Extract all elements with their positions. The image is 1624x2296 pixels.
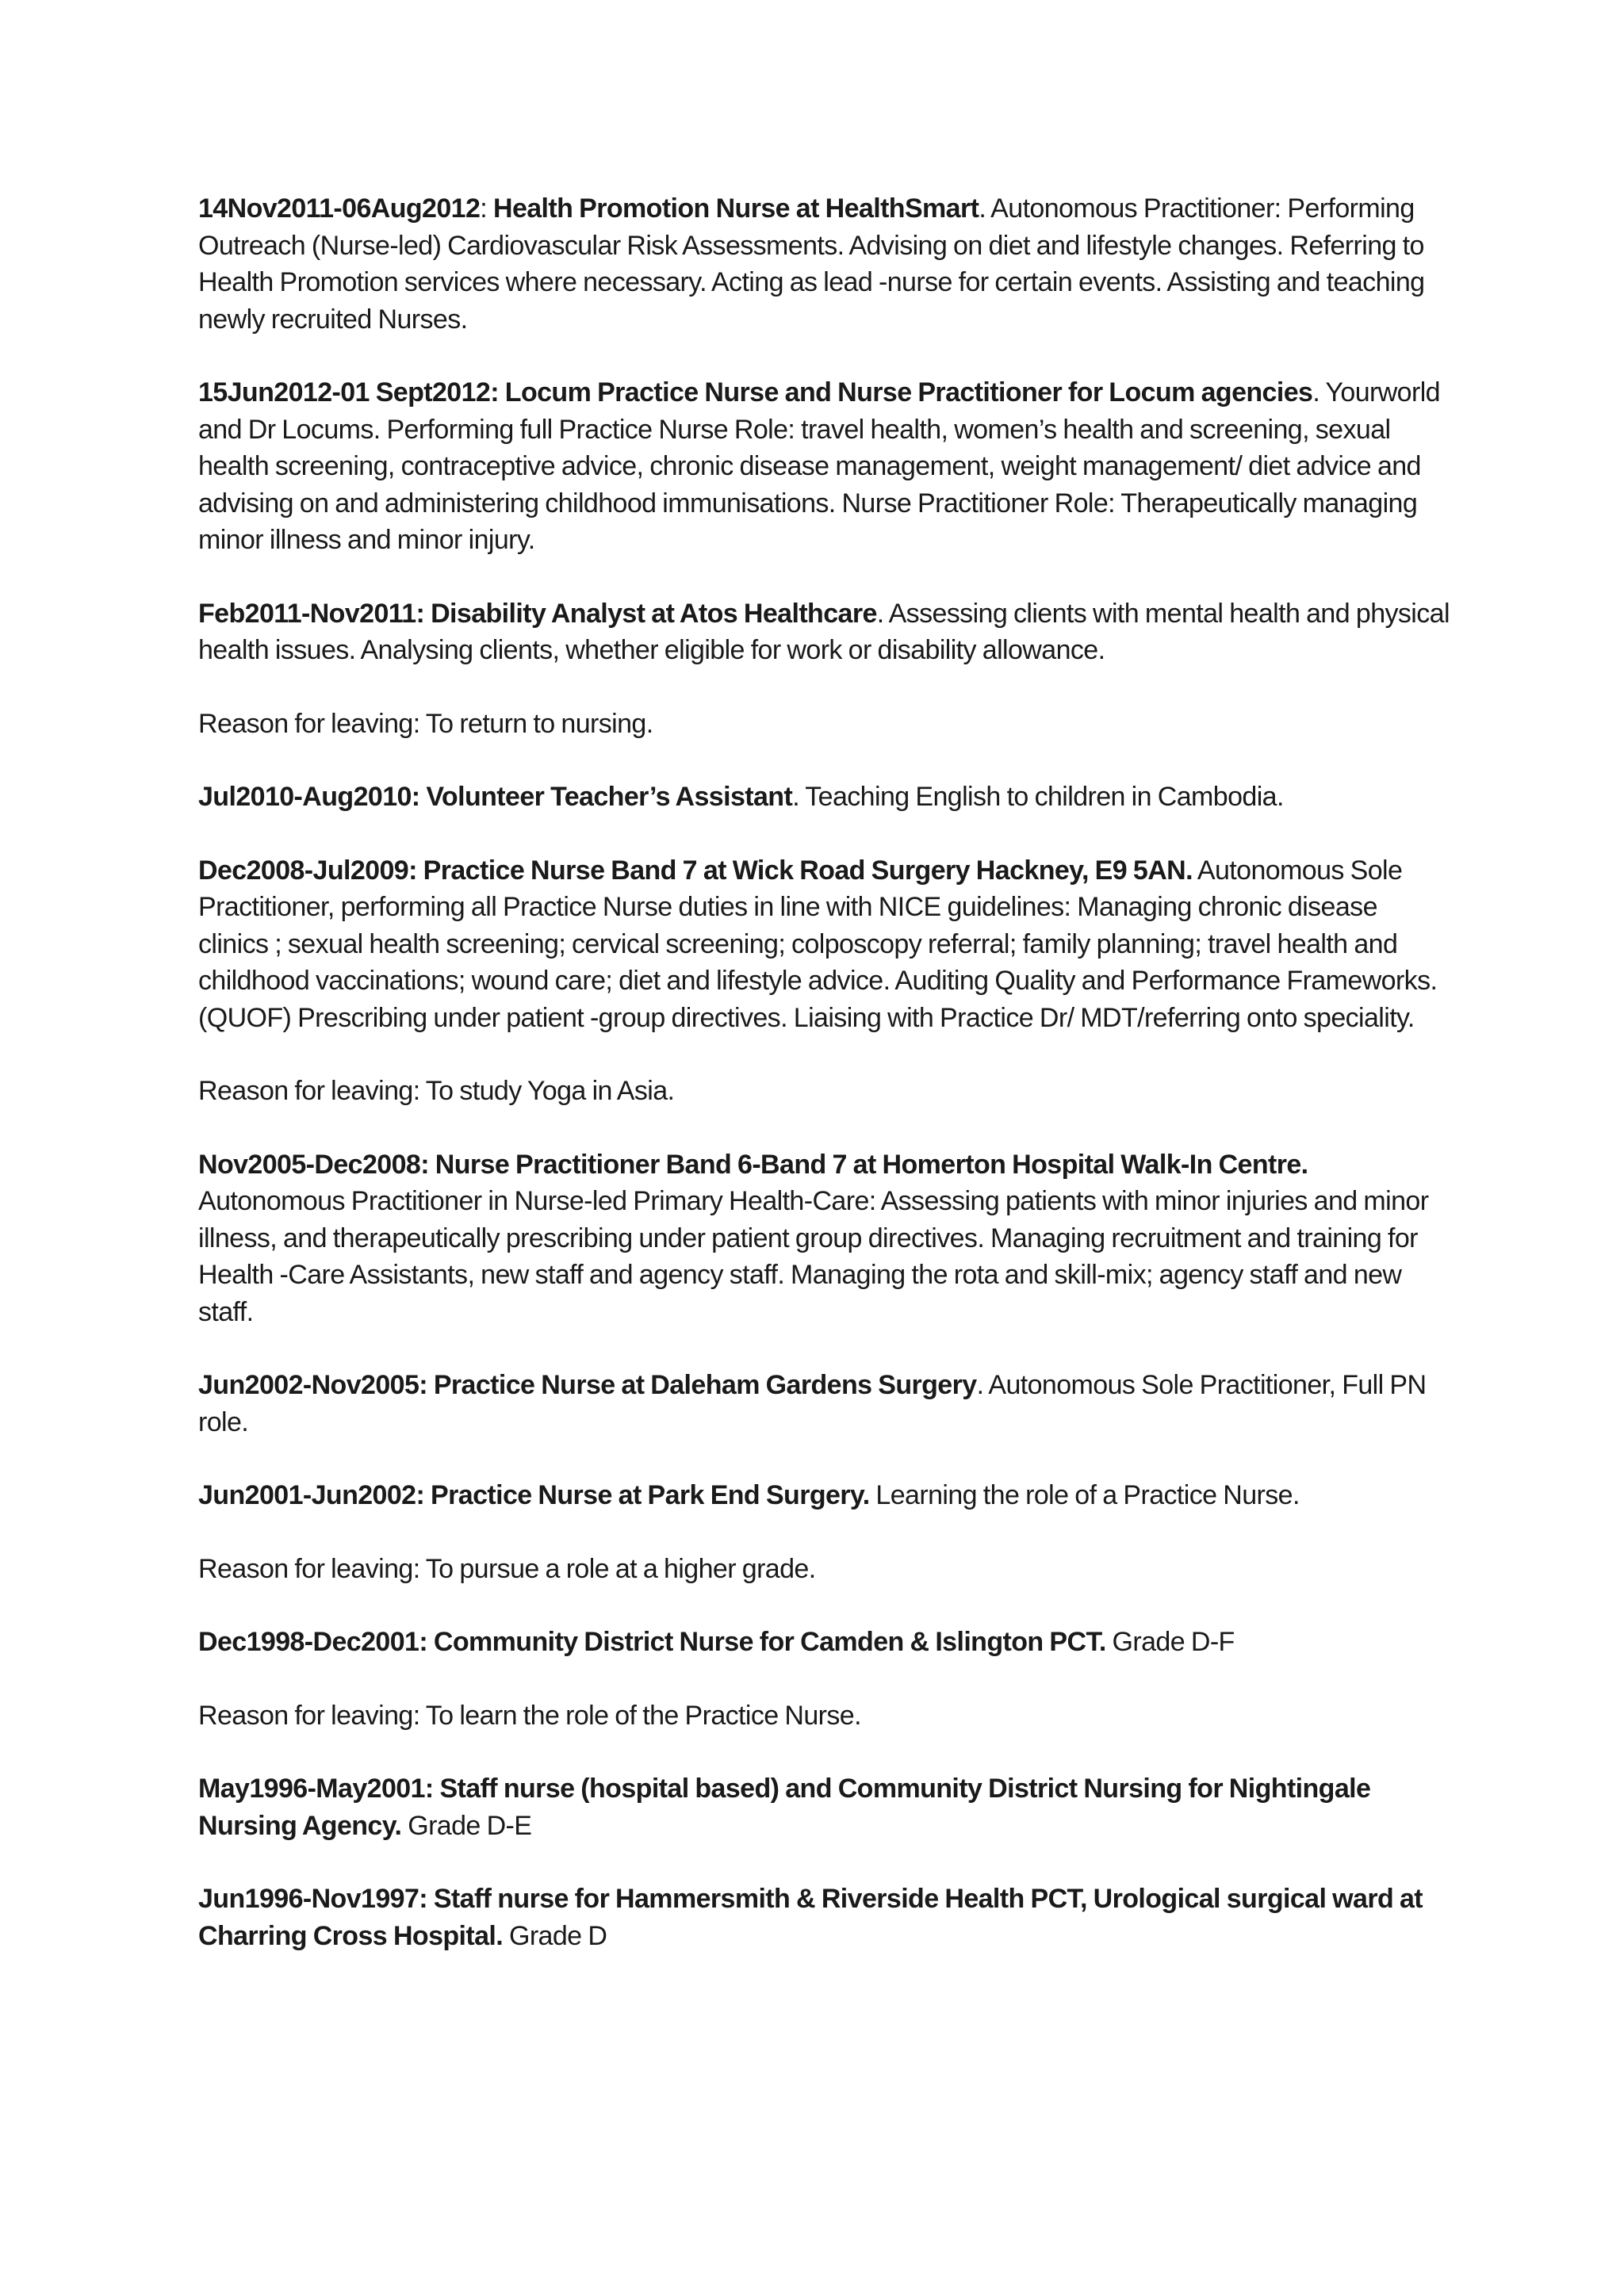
job-description: Autonomous Practitioner in Nurse-led Primary Health-Care: Assessing patients with minor injuries and minor illness, and therapeutically prescribing under patient group directives. Managing recruitment and training for Health -Care Assistants, new staff and agency staff. Managing the rota and skill-mix; agency staff and new staff. xyxy=(198,1186,1429,1327)
cv-employment-history xyxy=(198,190,1451,2252)
job-description: . Teaching English to children in Cambodia. xyxy=(792,782,1284,812)
job-entry xyxy=(198,374,1451,559)
job-entry xyxy=(198,1624,1451,1661)
job-entry xyxy=(198,1146,1451,1331)
job-entry xyxy=(198,190,1451,338)
job-entry xyxy=(198,595,1451,669)
reason-for-leaving: Reason for leaving: To pursue a role at a higher grade. xyxy=(198,1553,816,1584)
job-heading: Jun2001-Jun2002: Practice Nurse at Park End Surgery. xyxy=(198,1480,870,1510)
job-description: . Autonomous Practitioner: Performing Outreach (Nurse-led) Cardiovascular Risk Assessments. Advising on diet and lifestyle changes. Referring to Health Promotion services where necessary. Acting as lead -nurse for certain events. Assisting and teaching newly recruited Nurses. xyxy=(198,193,1425,335)
reason-for-leaving: Reason for leaving: To return to nursing. xyxy=(198,708,653,739)
job-heading: Jul2010-Aug2010: Volunteer Teacher’s Assistant xyxy=(198,782,793,812)
job-heading: May1996-May2001: Staff nurse (hospital based) and Community District Nursing for Nightingale Nursing Agency. xyxy=(198,1774,1371,1841)
job-description: . Autonomous Sole Practitioner, Full PN role. xyxy=(198,1370,1427,1437)
reason-for-leaving: Reason for leaving: To study Yoga in Asia. xyxy=(198,1076,675,1106)
job-title: Health Promotion Nurse at HealthSmart xyxy=(492,193,979,224)
job-description: Grade D xyxy=(503,1920,607,1951)
job-entry xyxy=(198,1477,1451,1514)
job-heading: Jun2002-Nov2005: Practice Nurse at Daleham Gardens Surgery xyxy=(198,1370,977,1400)
job-entry xyxy=(198,1770,1451,1844)
job-heading: Feb2011-Nov2011: Disability Analyst at Atos Healthcare xyxy=(198,598,877,629)
job-entry xyxy=(198,1881,1451,1954)
job-heading: Nov2005-Dec2008: Nurse Practitioner Band 6-Band 7 at Homerton Hospital Walk-In Centre. xyxy=(198,1149,1308,1180)
job-description: Learning the role of a Practice Nurse. xyxy=(869,1480,1300,1510)
job-entry xyxy=(198,779,1451,816)
job-description: Autonomous Sole Practitioner, performing all Practice Nurse duties in line with NICE guidelines: Managing chronic disease clinics ; sexual health screening; cervical screening; colposcopy referral; family planning; travel health and childhood vaccinations; wound care; diet and lifestyle advice. Auditing Quality and Performance Frameworks. (QUOF) Prescribing under patient -group directives. Liaising with Practice Dr/ MDT/referring onto speciality. xyxy=(198,855,1438,1033)
job-heading: Jun1996-Nov1997: Staff nurse for Hammersmith & Riverside Health PCT, Urological surgical ward at Charring Cross Hospital. xyxy=(198,1884,1423,1951)
job-heading: Dec2008-Jul2009: Practice Nurse Band 7 at Wick Road Surgery Hackney, E9 5AN. xyxy=(198,855,1193,886)
job-heading: Dec1998-Dec2001: Community District Nurse for Camden & Islington PCT. xyxy=(198,1627,1106,1657)
job-entry xyxy=(198,852,1451,1037)
job-description: . Assessing clients with mental health and physical health issues. Analysing clients, whether eligible for work or disability allowance. xyxy=(198,598,1450,665)
job-entry xyxy=(198,1367,1451,1441)
job-description: Grade D-F xyxy=(1105,1627,1235,1657)
job-description: Grade D-E xyxy=(401,1810,532,1841)
reason-for-leaving: Reason for leaving: To learn the role of the Practice Nurse. xyxy=(198,1700,861,1731)
job-heading: 14Nov2011-06Aug2012 xyxy=(198,193,481,224)
job-description: . Yourworld and Dr Locums. Performing full Practice Nurse Role: travel health, women’s health and screening, sexual health screening, contraceptive advice, chronic disease management, weight management/ diet advice and advising on and administering childhood immunisations. Nurse Practitioner Role: Therapeutically managing minor illness and minor injury. xyxy=(198,377,1440,555)
job-heading-separator: : xyxy=(480,193,493,224)
job-heading: 15Jun2012-01 Sept2012: Locum Practice Nurse and Nurse Practitioner for Locum agencies xyxy=(198,377,1313,408)
